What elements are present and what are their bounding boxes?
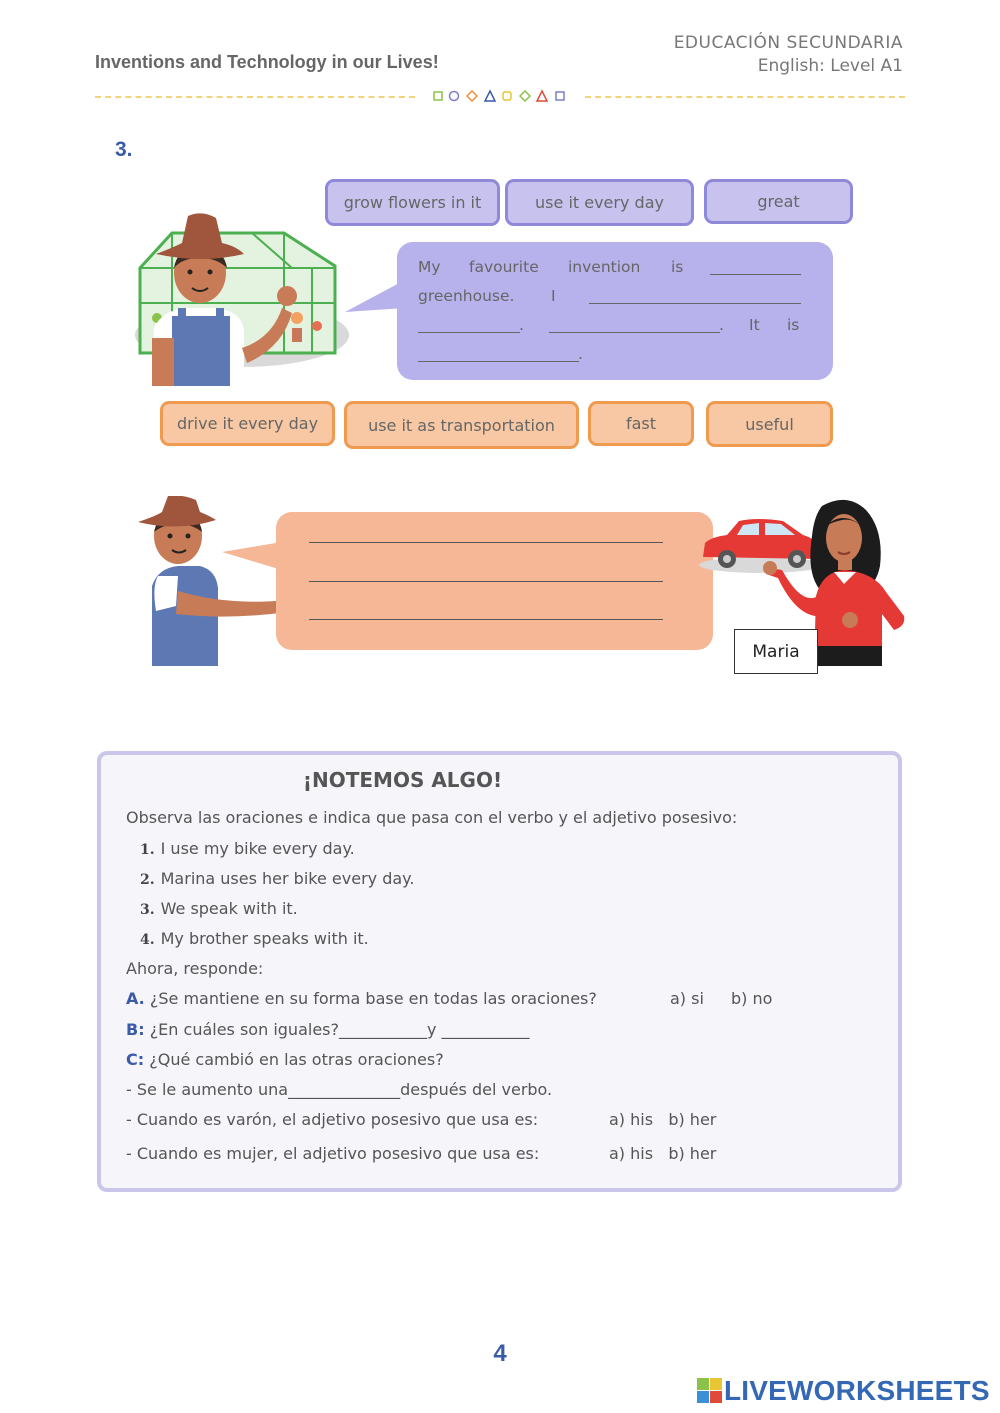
question-a-option-yes[interactable]: a) si bbox=[670, 989, 704, 1008]
answer-male-possessive: - Cuando es varón, el adjetivo posesivo que usa es: bbox=[126, 1110, 539, 1129]
word-chip-use-every-day[interactable]: use it every day bbox=[505, 179, 694, 226]
word-chip-great[interactable]: great bbox=[704, 179, 853, 224]
question-b bbox=[126, 1020, 530, 1039]
bubble-punct: . bbox=[719, 316, 724, 334]
word-chip-fast[interactable]: fast bbox=[588, 401, 694, 446]
question-a-label: A. bbox=[126, 989, 145, 1008]
question-c bbox=[126, 1050, 444, 1069]
word-chip-grow-flowers[interactable]: grow flowers in it bbox=[325, 179, 500, 226]
answer-line-suffix[interactable]: - Se le aumento una______________después del verbo. bbox=[126, 1080, 553, 1099]
decorative-shapes-row bbox=[432, 89, 568, 103]
bubble-punct: . bbox=[519, 316, 524, 334]
exercise-number: 3. bbox=[115, 138, 133, 161]
blank-line-2[interactable] bbox=[589, 303, 801, 304]
bubble-word: is bbox=[787, 316, 800, 334]
header-level-info bbox=[674, 32, 903, 78]
speech-bubble-purple bbox=[397, 242, 833, 380]
bubble-word: is bbox=[671, 258, 684, 276]
header-divider-right bbox=[585, 96, 905, 98]
bubble-word: favourite bbox=[469, 258, 539, 276]
blank-line-4[interactable] bbox=[549, 332, 720, 333]
word-chip-use-as-transportation[interactable]: use it as transportation bbox=[344, 401, 579, 449]
question-a-text: ¿Se mantiene en su forma base en todas las oraciones? bbox=[149, 989, 597, 1008]
male-possessive-options[interactable]: a) his b) her bbox=[609, 1110, 717, 1129]
header-english-level: English: Level A1 bbox=[757, 56, 903, 76]
header-school-level: EDUCACIÓN SECUNDARIA bbox=[673, 33, 903, 53]
page-number: 4 bbox=[493, 1340, 507, 1367]
question-a-option-no[interactable]: b) no bbox=[731, 989, 773, 1008]
bubble-word: I bbox=[551, 287, 556, 305]
blank-line-3[interactable] bbox=[418, 332, 520, 333]
blank-line-5[interactable] bbox=[418, 361, 579, 362]
bubble-word: greenhouse. bbox=[418, 287, 515, 305]
female-possessive-options[interactable]: a) his b) her bbox=[609, 1144, 717, 1163]
question-c-label: C: bbox=[126, 1050, 145, 1069]
question-a bbox=[126, 989, 597, 1008]
word-chip-useful[interactable]: useful bbox=[706, 401, 833, 447]
answer-female-possessive: - Cuando es mujer, el adjetivo posesivo que usa es: bbox=[126, 1144, 540, 1163]
example-sentence-4: 4. My brother speaks with it. bbox=[140, 929, 369, 948]
speech-bubble-tail-orange bbox=[222, 540, 282, 580]
word-chip-drive-every-day[interactable]: drive it every day bbox=[160, 401, 335, 446]
answer-line-2[interactable] bbox=[309, 581, 663, 582]
name-label-maria: Maria bbox=[734, 629, 818, 674]
liveworksheets-logo-icon bbox=[697, 1378, 723, 1404]
liveworksheets-brand: LIVEWORKSHEETS bbox=[724, 1375, 990, 1406]
question-c-text: ¿Qué cambió en las otras oraciones? bbox=[149, 1050, 444, 1069]
worksheet-title: Inventions and Technology in our Lives! bbox=[95, 52, 439, 72]
bubble-word: invention bbox=[568, 258, 641, 276]
bubble-word: My bbox=[418, 258, 441, 276]
example-sentence-2: 2. Marina uses her bike every day. bbox=[140, 869, 415, 888]
note-intro: Observa las oraciones e indica que pasa con el verbo y el adjetivo posesivo: bbox=[126, 808, 738, 827]
answer-line-1[interactable] bbox=[309, 542, 663, 543]
blank-line-1[interactable] bbox=[710, 274, 801, 275]
bubble-word: It bbox=[749, 316, 760, 334]
farmer-greenhouse-illustration bbox=[132, 208, 350, 386]
header-divider-left bbox=[95, 96, 415, 98]
respond-instruction: Ahora, responde: bbox=[126, 959, 264, 978]
notemos-algo-title: ¡NOTEMOS ALGO! bbox=[302, 768, 503, 792]
example-sentence-3: 3. We speak with it. bbox=[140, 899, 298, 918]
bubble-punct: . bbox=[578, 345, 583, 363]
question-b-label: B: bbox=[126, 1020, 145, 1039]
question-b-text[interactable]: ¿En cuáles son iguales?___________y ___________ bbox=[149, 1020, 530, 1039]
example-sentence-1: 1. I use my bike every day. bbox=[140, 839, 355, 858]
speech-bubble-tail-purple bbox=[345, 278, 405, 318]
answer-line-3[interactable] bbox=[309, 619, 663, 620]
speech-bubble-orange bbox=[276, 512, 713, 650]
